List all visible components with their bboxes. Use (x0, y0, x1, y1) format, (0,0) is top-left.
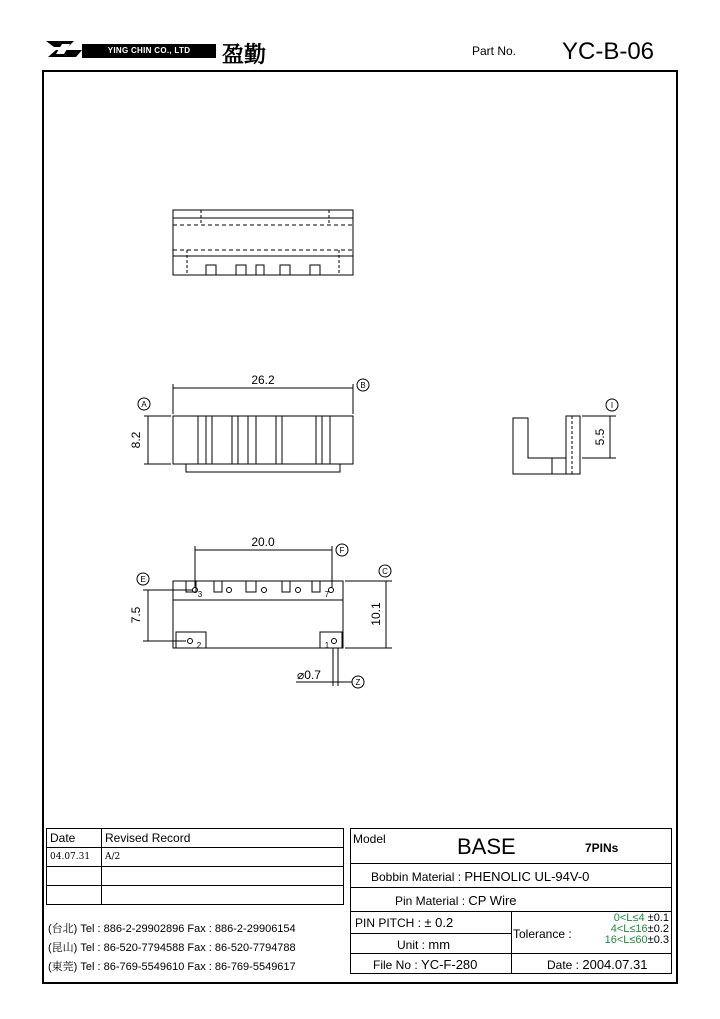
tolerance-label: Tolerance : (513, 927, 572, 941)
bobbin-material: Bobbin Material : PHENOLIC UL-94V-0 (371, 869, 590, 884)
contact-taipei: (台北) Tel : 886-2-29902896 Fax : 886-2-29906154 (48, 923, 296, 935)
dim-side-h: 5.5 (593, 428, 607, 446)
date: Date : 2004.07.31 (547, 957, 648, 972)
mark-z: Z (355, 678, 361, 687)
pin-count: 7PINs (585, 841, 619, 855)
pin-label-3: 3 (197, 590, 203, 599)
revision-table (46, 828, 344, 905)
pin-label-7: 7 (324, 590, 330, 599)
mark-f: F (339, 546, 345, 555)
pin-label-1: 1 (324, 641, 330, 650)
rev-row1-record: A/2 (102, 848, 344, 867)
front-view (138, 379, 369, 472)
model-label: Model (353, 832, 386, 846)
mark-i: I (610, 401, 614, 410)
rev-empty-cell (102, 886, 344, 905)
company-name-band: YING CHIN CO., LTD (82, 44, 216, 58)
dim-pin-h: 7.5 (129, 606, 143, 624)
rev-record-header: Revised Record (102, 829, 344, 848)
dim-pin-span: 20.0 (251, 535, 275, 549)
part-no-label: Part No. (472, 44, 517, 58)
file-no: File No : YC-F-280 (373, 957, 478, 972)
company-name-cn: 盈勤 (222, 42, 267, 68)
part-no-value: YC-B-06 (562, 38, 655, 65)
mark-a: A (141, 400, 147, 409)
unit: Unit : mm (397, 937, 451, 952)
rev-empty-cell (47, 867, 102, 886)
model-value: BASE (457, 834, 516, 859)
rev-row1-date: 04.07.31 (47, 848, 102, 867)
rev-empty-cell (47, 886, 102, 905)
mark-e: E (140, 575, 146, 584)
rev-empty-cell (102, 867, 344, 886)
title-block (350, 828, 672, 974)
pin-label-2: 2 (196, 641, 202, 650)
contact-kunshan: (昆山) Tel : 86-520-7794588 Fax : 86-520-7794788 (48, 942, 296, 954)
bottom-view (137, 544, 392, 688)
dim-base-depth: 10.1 (369, 602, 383, 626)
dim-pin-dia: ⌀0.7 (297, 668, 321, 682)
dim-top-width: 26.2 (251, 373, 275, 387)
contact-dongguan: (東莞) Tel : 86-769-5549610 Fax : 86-769-5549617 (48, 961, 296, 973)
pin-pitch: PIN PITCH : ± 0.2 (355, 915, 454, 930)
mark-c: C (382, 567, 388, 576)
pin-material: Pin Material : CP Wire (395, 893, 517, 908)
top-view (173, 210, 353, 275)
rev-date-header: Date (47, 829, 102, 848)
dim-height: 8.2 (129, 431, 143, 449)
tolerance-values: 0<L≤4 ±0.1 4<L≤16±0.2 16<L≤60±0.3 (604, 912, 669, 946)
mark-b: B (360, 381, 366, 390)
